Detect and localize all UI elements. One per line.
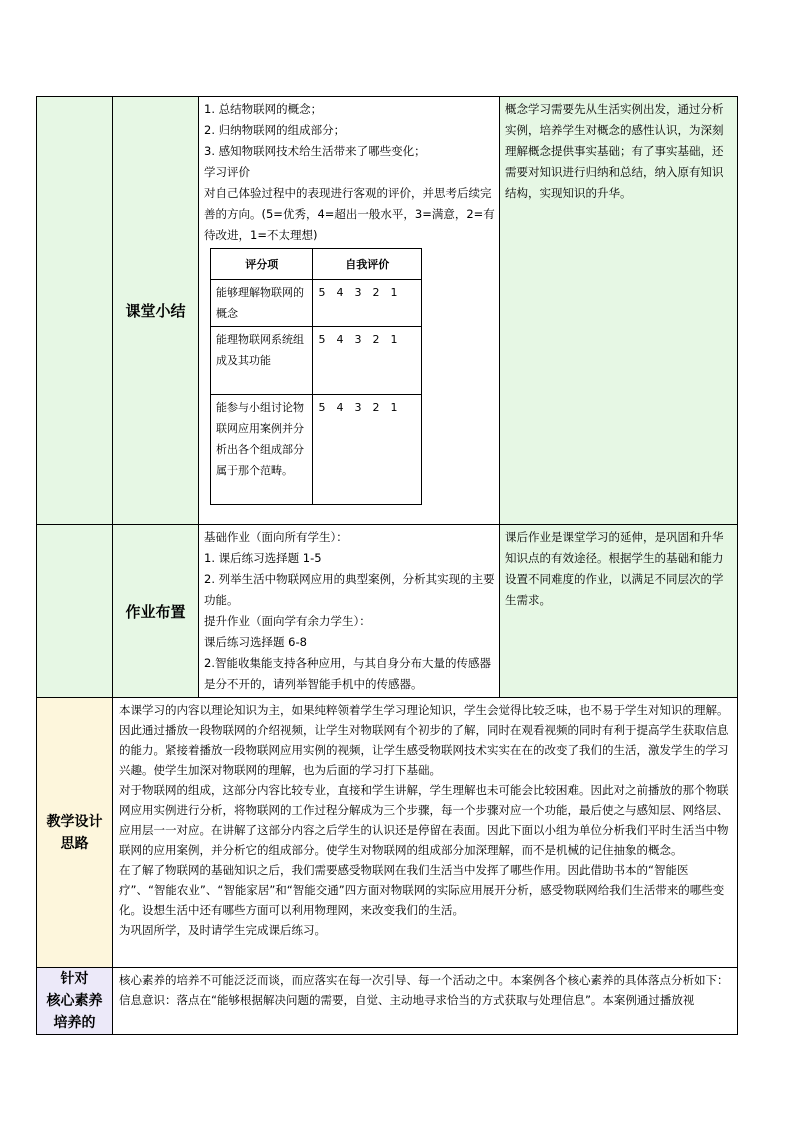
design-paragraph: 为巩固所学，及时请学生完成课后练习。 [119,923,326,937]
score-4[interactable]: 4 [336,401,344,414]
score-2[interactable]: 2 [372,401,380,414]
eval-item: 能理物联网系统组成及其功能 [211,327,313,395]
score-5[interactable]: 5 [318,401,326,414]
homework-content [199,525,500,698]
score-2[interactable]: 2 [372,286,380,299]
core-line: 信息意识：落点在“能够根据解决问题的需要，自觉、主动地寻求恰当的方式获取与处理信息”。本案例通过播放视 [119,993,695,1007]
homework-line: 2.智能收集能支持各种应用，与其自身分布大量的传感器是分不开的，请列举智能手机中的传感器。 [204,656,491,691]
core-label-line: 核心素养 [46,993,103,1009]
summary-item: 3. 感知物联网技术给生活带来了哪些变化； [204,144,426,158]
score-5[interactable]: 5 [318,333,326,346]
design-row [37,698,738,968]
score-1[interactable]: 1 [390,286,398,299]
summary-note: 概念学习需要先从生活实例出发，通过分析实例，培养学生对概念的感性认识，为深刻理解概念提供事实基础；有了事实基础，还需要对知识进行归纳和总结，纳入原有知识结构，实现知识的升华。 [500,97,738,525]
eval-row [211,327,422,395]
summary-item: 2. 归纳物联网的组成部分； [204,123,346,137]
homework-line: 基础作业（面向所有学生）： [204,530,348,544]
eval-description: 对自己体验过程中的表现进行客观的评价，并思考后续完善的方向。(5=优秀，4=超出一般水平，3=满意，2=有待改进，1=不太理想) [204,186,495,242]
score-3[interactable]: 3 [354,333,362,346]
core-content [113,968,738,1035]
self-eval-table [210,248,422,505]
design-paragraph: 本课学习的内容以理论知识为主，如果纯粹领着学生学习理论知识，学生会觉得比较乏味，也不易于学生对知识的理解。因此通过播放一段物联网的介绍视频，让学生对物联网有个初步的了解，同时在观看视频的同时有利于提高学生获取信息的能力。紧接着播放一段物联网应用实例的视频，让学生感受物联网技术实实在在的改变了我们的生活，激发学生的学习兴趣。使学生加深对物联网的理解，也为后面的学习打下基础。 [119,703,729,777]
summary-left-blank [37,97,113,525]
homework-note: 课后作业是课堂学习的延伸，是巩固和升华知识点的有效途径。根据学生的基础和能力设置不同难度的作业，以满足不同层次的学生需求。 [500,525,738,698]
eval-item: 能参与小组讨论物联网应用案例并分析出各个组成部分属于那个范畴。 [211,395,313,505]
score-4[interactable]: 4 [336,333,344,346]
design-label [37,698,113,968]
eval-scores [313,327,422,395]
core-label [37,968,113,1035]
score-1[interactable]: 1 [390,333,398,346]
homework-label: 作业布置 [113,525,199,698]
eval-header-self: 自我评价 [313,249,422,280]
eval-row [211,280,422,327]
homework-left-blank [37,525,113,698]
score-2[interactable]: 2 [372,333,380,346]
core-line: 核心素养的培养不可能泛泛而谈，而应落实在每一次引导、每一个活动之中。本案例各个核心素养的具体落点分析如下： [119,973,729,987]
eval-scores [313,280,422,327]
score-3[interactable]: 3 [354,286,362,299]
summary-content [199,97,500,525]
core-row [37,968,738,1035]
design-paragraph: 在了解了物联网的基础知识之后，我们需要感受物联网在我们生活当中发挥了哪些作用。因此借助书本的“智能医疗”、“智能农业”、“智能家居”和“智能交通”四方面对物联网的实际应用展开分析，感受物联网给我们生活带来的哪些变化。设想生活中还有哪些方面可以利用物理网，来改变我们的生活。 [119,863,725,917]
design-label-line: 思路 [60,835,89,852]
homework-line: 2. 列举生活中物联网应用的典型案例，分析其实现的主要功能。 [204,572,495,607]
summary-row [37,97,738,525]
core-label-line: 培养的 [53,1015,96,1031]
homework-line: 课后练习选择题 6-8 [204,635,307,649]
score-1[interactable]: 1 [390,401,398,414]
score-5[interactable]: 5 [318,286,326,299]
summary-item: 1. 总结物联网的概念； [204,102,323,116]
eval-title: 学习评价 [204,165,250,179]
eval-row [211,395,422,505]
core-label-line: 针对 [60,971,89,987]
homework-line: 1. 课后练习选择题 1-5 [204,551,322,565]
summary-label: 课堂小结 [113,97,199,525]
homework-line: 提升作业（面向学有余力学生）： [204,614,371,628]
design-paragraph: 对于物联网的组成，这部分内容比较专业，直接和学生讲解，学生理解也未可能会比较困难。因此对之前播放的那个物联网应用实例进行分析，将物联网的工作过程分解成为三个步骤，每一个步骤对应一个功能，最后使之与感知层、网络层、应用层一一对应。在讲解了这部分内容之后学生的认识还是停留在表面。因此下面以小组为单位分析我们平时生活当中物联网的应用案例，并分析它的组成部分。使学生对物联网的组成部分加深理解，而不是机械的记住抽象的概念。 [119,783,729,857]
eval-scores [313,395,422,505]
eval-item: 能够理解物联网的概念 [211,280,313,327]
homework-row [37,525,738,698]
lesson-plan-table [36,96,738,1035]
design-content [113,698,738,968]
eval-header-item: 评分项 [211,249,313,280]
score-4[interactable]: 4 [336,286,344,299]
design-label-line: 教学设计 [46,813,103,830]
score-3[interactable]: 3 [354,401,362,414]
